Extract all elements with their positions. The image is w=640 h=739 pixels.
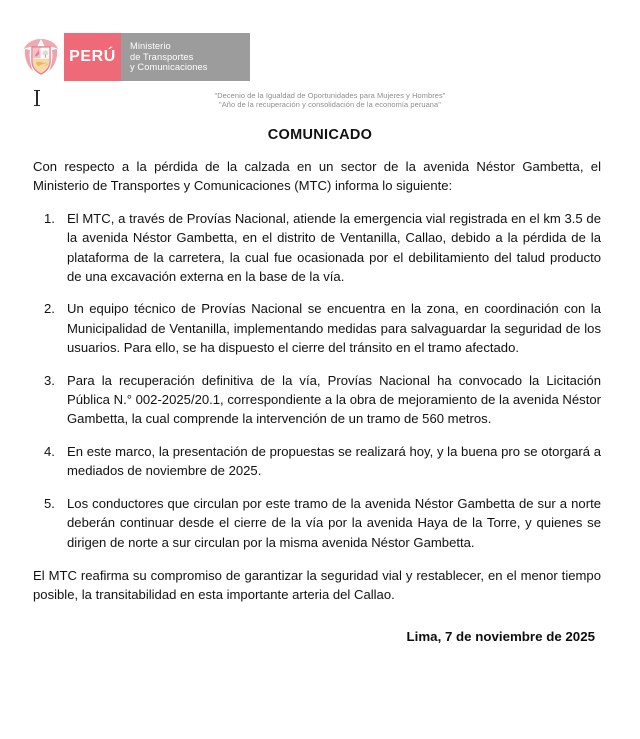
page-title: COMUNICADO [267, 127, 373, 143]
institutional-logo [18, 33, 250, 81]
ministry-line-3: y Comunicaciones [130, 62, 208, 73]
peru-brand-block [64, 33, 121, 81]
list-item [33, 299, 601, 357]
list-item-text: En este marco, la presentación de propuestas se realizará hoy, y la buena pro se otorgará a mediados de noviembre de 2025. [67, 443, 601, 479]
ministry-line-1: Ministerio [130, 41, 171, 52]
list-item [33, 442, 601, 481]
intro-paragraph: Con respecto a la pérdida de la calzada en un sector de la avenida Néstor Gambetta, el Ministerio de Transportes y Comunicaciones (MTC) informa lo siguiente: [33, 159, 601, 194]
ministry-brand-block [121, 33, 250, 81]
list-item-text: Los conductores que circulan por este tramo de la avenida Néstor Gambetta de sur a norte deberán continuar desde el cierre de la vía por la avenida Haya de la Torre, y quienes se dirigen de norte a sur circulan por la misma avenida Néstor Gambetta. [67, 495, 601, 550]
peru-coat-of-arms-icon [18, 33, 64, 81]
document-header [0, 0, 640, 122]
list-item-text: Un equipo técnico de Provías Nacional se encuentra en la zona, en coordinación con la Municipalidad de Ventanilla, implementando medidas para salvaguardar la seguridad de los usuarios. Para ello, se ha dispuesto el cierre del tránsito en el tramo afectado. [67, 301, 601, 356]
list-item-text: Para la recuperación definitiva de la vía, Provías Nacional ha convocado la Licitación Pública N.° 002-2025/20.1, correspondiente a la obra de mejoramiento de la avenida Néstor Gambetta, la cual comprende la intervención de un tramo de 560 metros. [67, 372, 601, 427]
ministry-line-2: de Transportes [130, 51, 194, 62]
slogan-line-2: "Año de la recuperación y consolidación de la economía peruana" [219, 100, 441, 110]
closing-paragraph: El MTC reafirma su compromiso de garantizar la seguridad vial y restablecer, en el menor tiempo posible, la transitabilidad en esta importante arteria del Callao. [33, 567, 601, 603]
official-slogan [0, 91, 640, 110]
list-item-number: 3. [44, 372, 55, 388]
list-item [33, 371, 601, 429]
signature-line: Lima, 7 de noviembre de 2025 [406, 628, 595, 644]
peru-label: PERÚ [69, 48, 116, 65]
slogan-line-1: "Decenio de la Igualdad de Oportunidades para Mujeres y Hombres" [214, 91, 446, 100]
list-item-number: 2. [44, 301, 55, 317]
list-item-number: 5. [44, 495, 55, 511]
list-item [33, 209, 601, 287]
document-body [33, 157, 601, 646]
numbered-list [33, 209, 601, 552]
list-item [33, 494, 601, 552]
list-item-number: 1. [44, 210, 55, 226]
list-item-number: 4. [44, 443, 55, 459]
list-item-text: El MTC, a través de Provías Nacional, atiende la emergencia vial registrada en el km 3.5 de la avenida Néstor Gambetta, en el distrito de Ventanilla, Callao, debido a la pérdida de la plataforma de la carretera, la cual fue ocasionada por el debilitamiento del talud producto de una excavación externa en la base de la vía. [67, 210, 601, 285]
